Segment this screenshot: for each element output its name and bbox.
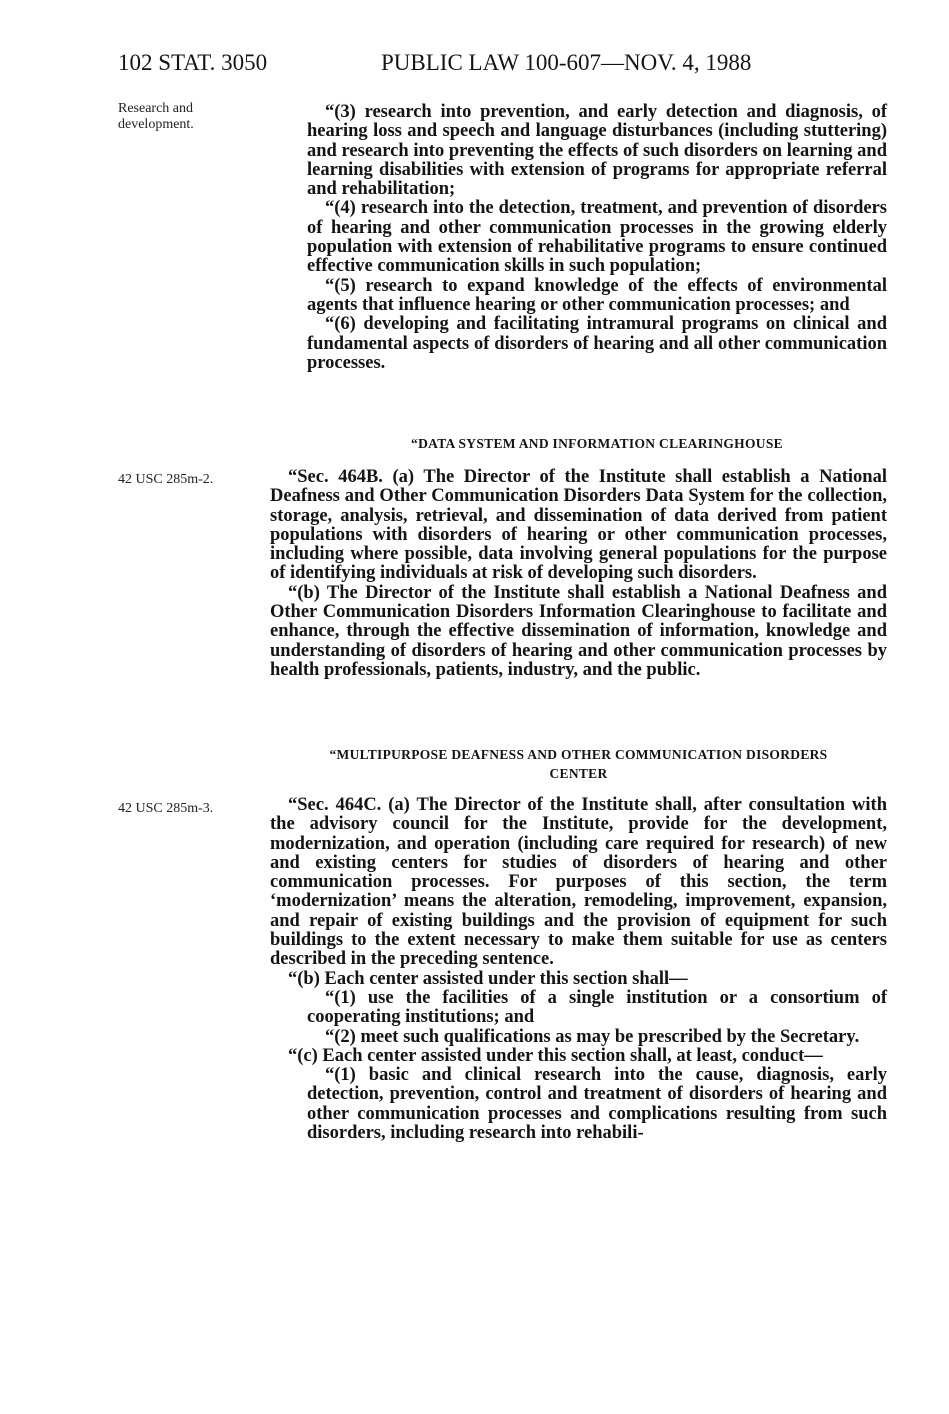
section-464c <box>270 796 887 1143</box>
page-header <box>0 50 949 80</box>
heading-center-line1: “MULTIPURPOSE DEAFNESS AND OTHER COMMUNICATION DISORDERS <box>329 747 828 762</box>
section-464c-c1: “(1) basic and clinical research into the cause, diagnosis, early detection, prevention, control and treatment of disorders of hearing and other communication processes and complications resulting from such disorders, including research into rehabili- <box>307 1065 887 1144</box>
law-reference: PUBLIC LAW 100-607—NOV. 4, 1988 <box>381 50 752 75</box>
section-464c-b2: “(2) meet such qualifications as may be prescribed by the Secretary. <box>325 1026 860 1047</box>
research-items <box>307 103 887 373</box>
item-5: “(5) research to expand knowledge of the effects of environmental agents that influence hearing or other communication processes; and <box>307 275 887 315</box>
margin-note-usc-2: 42 USC 285m-2. <box>118 472 214 487</box>
section-464c-b: “(b) Each center assisted under this section shall— <box>288 968 688 989</box>
section-464b <box>270 468 887 680</box>
section-464c-c: “(c) Each center assisted under this section shall, at least, conduct— <box>288 1045 823 1066</box>
heading-center-line2: CENTER <box>549 766 608 781</box>
item-4: “(4) research into the detection, treatment, and prevention of disorders of hearing and other communication processes in the growing elderly population with extension of rehabilitative programs to ensure continued effective communication skills in such population; <box>307 198 887 277</box>
heading-center <box>270 745 887 783</box>
section-464c-b1: “(1) use the facilities of a single institution or a consortium of cooperating institutions; and <box>307 987 887 1028</box>
item-3: “(3) research into prevention, and early detection and diagnosis, of hearing loss and speech and language disturbances (including stuttering) and research into preventing the effects of such disorders on learning and learning disabilities with extension of programs for appropriate referral and rehabilitation; <box>307 102 887 200</box>
item-6: “(6) developing and facilitating intramural programs on clinical and fundamental aspects of disorders of hearing and all other communication processes. <box>307 314 887 373</box>
stat-reference: 102 STAT. 3050 <box>118 50 268 75</box>
margin-note-usc-3: 42 USC 285m-3. <box>118 801 214 816</box>
margin-note-research: Research and development. <box>118 101 194 132</box>
section-464c-a: “Sec. 464C. (a) The Director of the Institute shall, after consultation with the advisory council for the Institute, provide for the development, modernization, and operation (including care required for research) of new and existing centers for studies of disorders of hearing and other communication processes. For purposes of this section, the term ‘modernization’ means the alteration, remodeling, improvement, expansion, and repair of existing buildings and the provision of equipment for such buildings to the extent necessary to make them suitable for use as centers described in the preceding sentence. <box>270 795 887 970</box>
section-464b-b: “(b) The Director of the Institute shall establish a National Deafness and Other Communication Disorders Information Clearinghouse to facilitate and enhance, through the effective dissemination of information, knowledge and understanding of disorders of hearing and other communication processes by health professionals, patients, industry, and the public. <box>270 582 887 680</box>
section-464b-a: “Sec. 464B. (a) The Director of the Institute shall establish a National Deafness and Other Communication Disorders Data System for the collection, storage, analysis, retrieval, and dissemination of data derived from patient populations with disorders of hearing or other communication processes, including where possible, data involving general populations for the purpose of identifying individuals at risk of developing such disorders. <box>270 467 887 584</box>
heading-data-system: “DATA SYSTEM AND INFORMATION CLEARINGHOUSE <box>411 436 783 451</box>
